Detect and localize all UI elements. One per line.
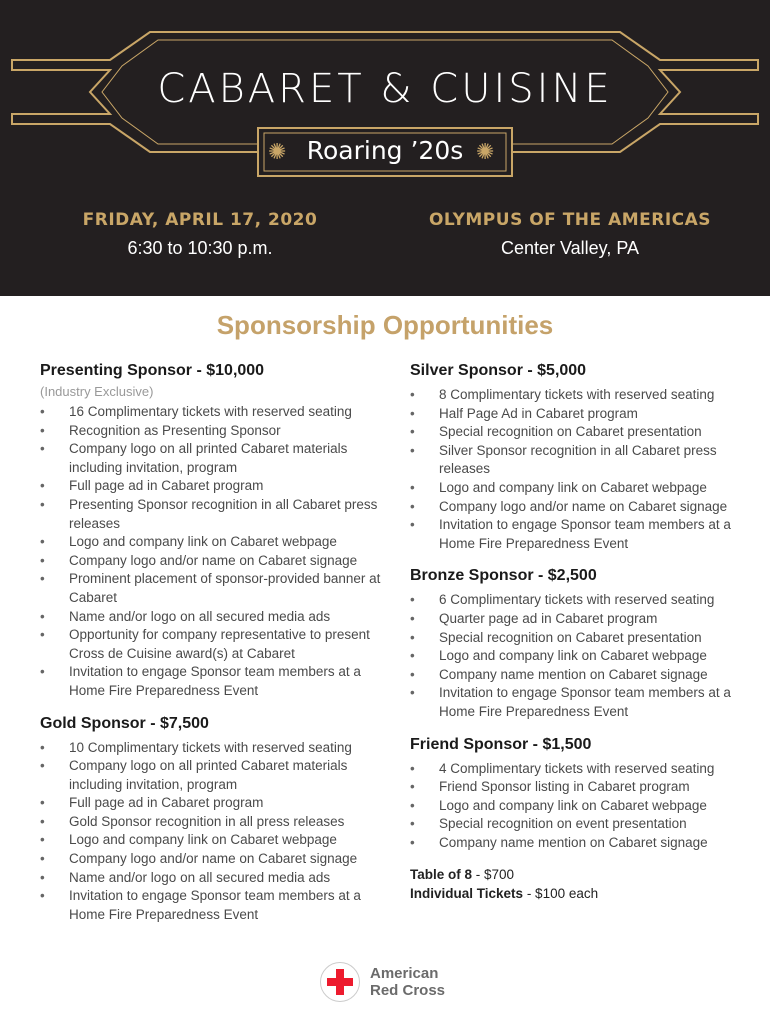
list-item: • Friend Sponsor listing in Cabaret program [410,778,750,797]
presenting-sponsor-title: Presenting Sponsor - $10,000 [40,362,265,379]
list-item: • Prominent placement of sponsor-provided banner at Cabaret [40,570,390,607]
list-item: • Logo and company link on Cabaret webpage [410,647,750,666]
list-item: • 16 Complimentary tickets with reserved seating [40,403,390,422]
event-venue-block [420,210,720,259]
page-heading: Sponsorship Opportunities [216,310,554,340]
list-item: • Company name mention on Cabaret signage [410,834,750,853]
list-item: • Gold Sponsor recognition in all press releases [40,813,390,832]
left-column [40,360,390,936]
list-item: • Company logo on all printed Cabaret materials including invitation, program [40,757,390,794]
list-item: • Company name mention on Cabaret signage [410,666,750,685]
gold-sponsor-section [40,713,390,925]
table-price-line [410,866,750,885]
right-column [410,360,750,904]
list-item: • Company logo and/or name on Cabaret signage [40,850,390,869]
table-price-value: - $700 [475,867,515,883]
list-item: • Name and/or logo on all secured media ads [40,869,390,888]
friend-benefits-list [410,760,750,853]
event-location: Center Valley, PA [500,238,640,258]
list-item: • Logo and company link on Cabaret webpage [40,831,390,850]
list-item: • 4 Complimentary tickets with reserved seating [410,760,750,779]
list-item: • Logo and company link on Cabaret webpage [40,533,390,552]
list-item: • 6 Complimentary tickets with reserved seating [410,591,750,610]
list-item: • Invitation to engage Sponsor team members at a Home Fire Preparedness Event [410,516,750,553]
red-cross-wordmark [370,965,445,999]
list-item: • Half Page Ad in Cabaret program [410,405,750,424]
logo-line-1: American [370,965,439,982]
event-subtitle: Roaring ’20s [306,136,464,165]
list-item: • 10 Complimentary tickets with reserved seating [40,739,390,758]
list-item: • Silver Sponsor recognition in all Cabaret press releases [410,442,750,479]
red-cross-icon [320,962,360,1002]
list-item: • Special recognition on Cabaret presentation [410,423,750,442]
event-title: CABARET & CUISINE [157,66,613,112]
silver-sponsor-section [410,360,750,553]
bronze-benefits-list [410,591,750,721]
event-banner [0,0,770,296]
silver-sponsor-title: Silver Sponsor - $5,000 [410,362,587,379]
list-item: • Special recognition on Cabaret presentation [410,629,750,648]
list-item: • Company logo and/or name on Cabaret signage [410,498,750,517]
list-item: • Invitation to engage Sponsor team members at a Home Fire Preparedness Event [40,663,390,700]
list-item: • Logo and company link on Cabaret webpage [410,479,750,498]
list-item: • Presenting Sponsor recognition in all Cabaret press releases [40,496,390,533]
individual-price-value: - $100 each [526,886,599,902]
list-item: • Invitation to engage Sponsor team members at a Home Fire Preparedness Event [40,887,390,924]
list-item: • Name and/or logo on all secured media ads [40,608,390,627]
shell-left-icon: ✺ [268,139,287,164]
logo-line-2: Red Cross [370,982,446,999]
presenting-sponsor-section [40,360,390,701]
friend-sponsor-title: Friend Sponsor - $1,500 [410,735,592,753]
list-item: • Logo and company link on Cabaret webpage [410,797,750,816]
event-date: FRIDAY, APRIL 17, 2020 [82,210,318,230]
list-item: • 8 Complimentary tickets with reserved seating [410,386,750,405]
list-item: • Invitation to engage Sponsor team members at a Home Fire Preparedness Event [410,684,750,721]
list-item: • Quarter page ad in Cabaret program [410,610,750,629]
presenting-sponsor-note: (Industry Exclusive) [40,384,154,399]
event-date-block [60,210,340,259]
individual-price-line [410,885,750,904]
red-cross-logo [320,962,445,1002]
list-item: • Opportunity for company representative to present Cross de Cuisine award(s) at Cabaret [40,626,390,663]
ticket-pricing [410,866,750,903]
list-item: • Company logo and/or name on Cabaret signage [40,552,390,571]
presenting-benefits-list [40,403,390,701]
list-item: • Full page ad in Cabaret program [40,794,390,813]
list-item: • Company logo on all printed Cabaret materials including invitation, program [40,440,390,477]
list-item: • Special recognition on event presentation [410,815,750,834]
event-venue: OLYMPUS OF THE AMERICAS [428,210,712,230]
list-item: • Recognition as Presenting Sponsor [40,422,390,441]
table-price-label: Table of 8 [410,867,473,883]
gold-benefits-list [40,739,390,925]
friend-sponsor-section [410,734,750,853]
bronze-sponsor-section [410,565,750,721]
silver-benefits-list [410,386,750,553]
cross-shape [327,969,353,995]
shell-right-icon: ✺ [476,139,495,164]
bronze-sponsor-title: Bronze Sponsor - $2,500 [410,567,597,585]
list-item: • Full page ad in Cabaret program [40,477,390,496]
gold-sponsor-title: Gold Sponsor - $7,500 [40,714,209,732]
individual-price-label: Individual Tickets [410,886,524,902]
event-time: 6:30 to 10:30 p.m. [127,238,273,258]
